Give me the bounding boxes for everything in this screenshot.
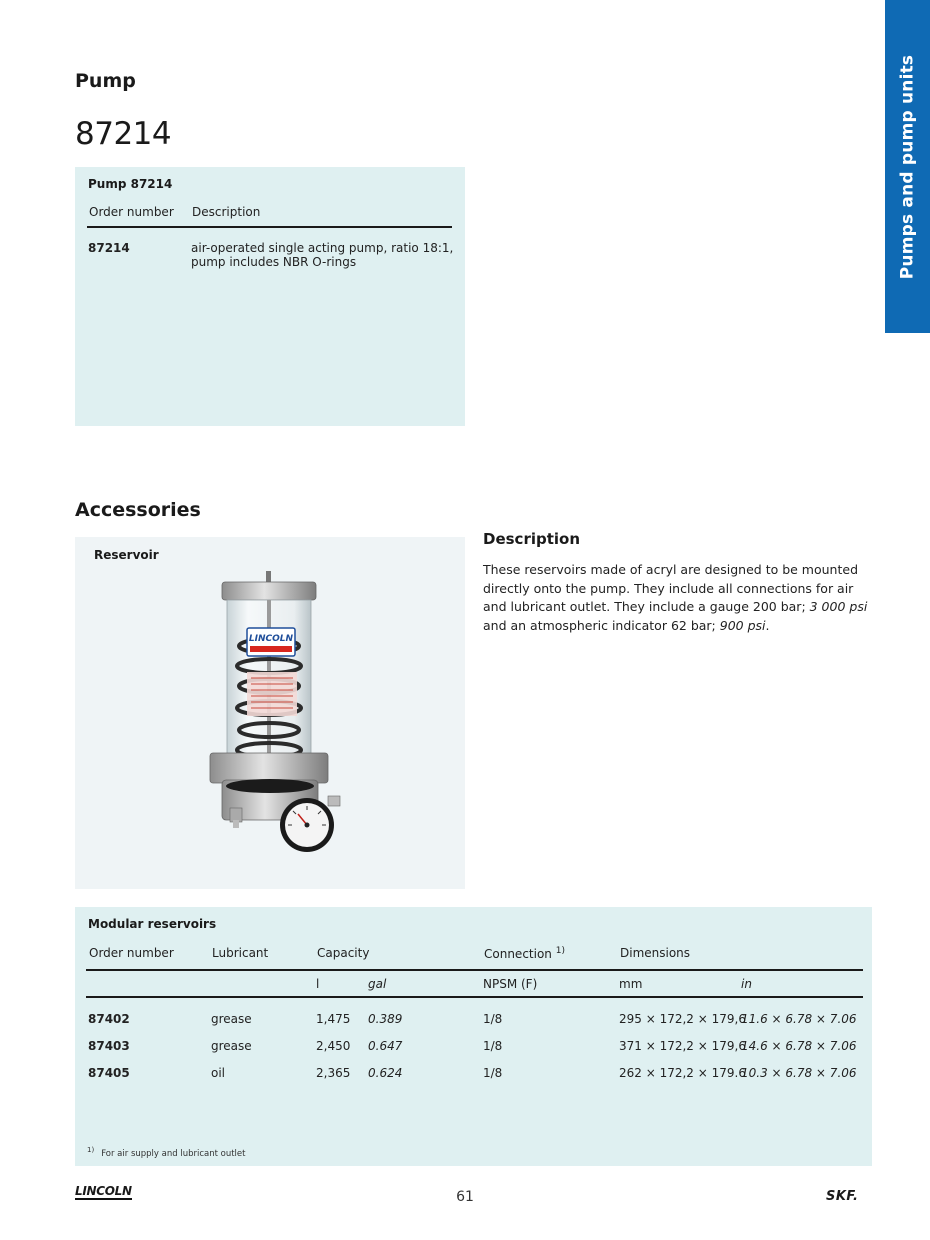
footnote-marker: 1) [87, 1146, 95, 1154]
header-rule-bottom [86, 996, 863, 998]
reservoir-image [200, 568, 350, 858]
table-row-order: 87405 [88, 1066, 130, 1080]
table-row-capacity-gal: 0.389 [368, 1012, 403, 1026]
table-row-dim-in: 14.6 × 6.78 × 7.06 [741, 1039, 857, 1053]
modular-table-title: Modular reservoirs [88, 917, 217, 931]
table-row-capacity-l: 2,450 [316, 1039, 351, 1053]
table-row-connection: 1/8 [483, 1012, 503, 1026]
side-tab [885, 0, 930, 333]
col-header-description: Description [192, 205, 261, 219]
page-number: 61 [456, 1189, 474, 1205]
product-title: 87214 [75, 116, 172, 152]
col-header-lubricant: Lubricant [212, 946, 269, 960]
pump-description-line2: pump includes NBR O-rings [191, 255, 357, 269]
col-header-dimensions: Dimensions [620, 946, 691, 960]
unit-capacity-l: l [316, 977, 320, 991]
lincoln-logo: LINCOLN [75, 1184, 132, 1198]
pump-table-title: Pump 87214 [88, 177, 173, 191]
modular-reservoirs-panel [75, 907, 872, 1166]
table-row-order: 87403 [88, 1039, 130, 1053]
table-row-dim-mm: 262 × 172,2 × 179.6 [619, 1066, 746, 1080]
reservoir-brand-text: LINCOLN [248, 634, 294, 644]
table-row-dim-mm: 295 × 172,2 × 179,6 [619, 1012, 746, 1026]
table-row-lubricant: grease [211, 1039, 252, 1053]
footnote [87, 1146, 245, 1159]
col-header-capacity: Capacity [317, 946, 370, 960]
col-header-order-number: Order number [89, 205, 174, 219]
reservoir-label: Reservoir [94, 548, 159, 562]
table-row-capacity-gal: 0.647 [368, 1039, 403, 1053]
description-title: Description [483, 530, 581, 548]
unit-dim-mm: mm [619, 977, 643, 991]
table-row-connection: 1/8 [483, 1066, 503, 1080]
table-row-capacity-l: 2,365 [316, 1066, 351, 1080]
accessories-title: Accessories [75, 499, 201, 521]
pump-order-number: 87214 [88, 241, 130, 255]
table-row-dim-in: 10.3 × 6.78 × 7.06 [741, 1066, 857, 1080]
side-tab-label: Pumps and pump units [897, 54, 918, 279]
table-row-connection: 1/8 [483, 1039, 503, 1053]
header-rule-top [86, 969, 863, 971]
col-header-connection: Connection $^{1)}$ [484, 946, 565, 961]
table-row-lubricant: oil [211, 1066, 226, 1080]
table-row-dim-mm: 371 × 172,2 × 179,6 [619, 1039, 746, 1053]
table-row-capacity-l: 1,475 [316, 1012, 351, 1026]
footnote-ref: 1) [555, 946, 565, 956]
table-row-capacity-gal: 0.624 [368, 1066, 403, 1080]
col-header-order-number: Order number [89, 946, 174, 960]
section-label: Pump [75, 70, 136, 92]
table-row-dim-in: 11.6 × 6.78 × 7.06 [741, 1012, 857, 1026]
footnote-text: For air supply and lubricant outlet [101, 1148, 246, 1159]
unit-capacity-gal: gal [368, 977, 387, 991]
header-rule [87, 226, 452, 228]
skf-logo: SKF. [826, 1189, 859, 1204]
unit-dim-in: in [741, 977, 752, 991]
description-text: These reservoirs made of acryl are designed to be mounted directly onto the pump. They include all connections for air and lubricant outlet. They include a gauge 200 bar; 3 000 psi and an atmospheric indicator 62 bar; 900 psi. [483, 562, 868, 633]
table-row-lubricant: grease [211, 1012, 252, 1026]
table-row-order: 87402 [88, 1012, 130, 1026]
pump-description-line1: air-operated single acting pump, ratio 18:1, [191, 241, 454, 255]
unit-connection: NPSM (F) [483, 977, 538, 991]
